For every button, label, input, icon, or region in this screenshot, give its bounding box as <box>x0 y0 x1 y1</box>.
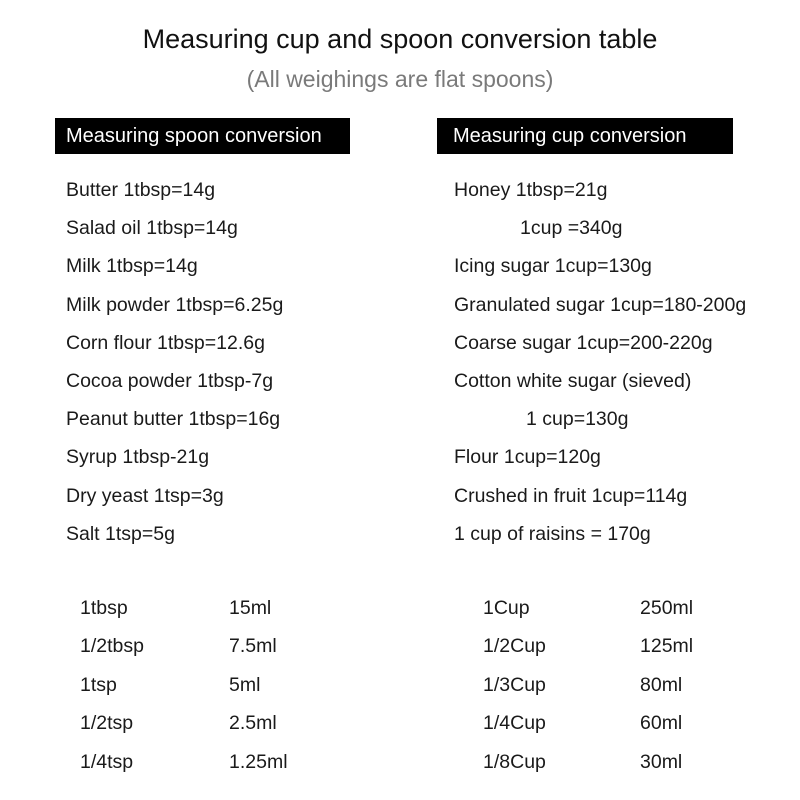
list-item: Honey 1tbsp=21g <box>454 179 608 201</box>
list-item: Milk powder 1tbsp=6.25g <box>66 293 284 316</box>
cup-conversion-list <box>454 171 746 553</box>
volume-unit: 1/2tbsp <box>80 635 144 658</box>
list-item: 1 cup of raisins = 170g <box>454 522 651 545</box>
list-item: Milk 1tbsp=14g <box>66 255 198 278</box>
volume-unit: 1/3Cup <box>483 673 546 696</box>
list-item: Syrup 1tbsp-21g <box>66 446 210 469</box>
list-item: Corn flour 1tbsp=12.6g <box>66 331 265 354</box>
volume-amount: 1.25ml <box>229 750 288 773</box>
list-item: Peanut butter 1tbsp=16g <box>66 408 281 431</box>
volume-amount: 60ml <box>640 712 683 735</box>
volume-amount: 80ml <box>640 673 683 696</box>
list-item: Coarse sugar 1cup=200-220g <box>454 331 713 354</box>
list-item: Crushed in fruit 1cup=114g <box>454 484 688 507</box>
list-item: Cocoa powder 1tbsp-7g <box>66 369 274 392</box>
page-subtitle: (All weighings are flat spoons) <box>246 66 554 92</box>
list-item: Salad oil 1tbsp=14g <box>66 217 238 240</box>
volume-unit: 1tbsp <box>80 597 128 619</box>
volume-unit: 1tsp <box>80 673 117 696</box>
list-item: Butter 1tbsp=14g <box>66 179 216 201</box>
list-item: Granulated sugar 1cup=180-200g <box>454 293 747 316</box>
volume-amount: 125ml <box>640 635 694 658</box>
volume-amount: 2.5ml <box>229 712 277 735</box>
volume-unit: 1/4tsp <box>80 750 134 773</box>
list-item: Salt 1tsp=5g <box>66 522 175 545</box>
spoon-section-heading: Measuring spoon conversion <box>55 118 350 154</box>
list-item: Flour 1cup=120g <box>454 446 601 469</box>
volume-unit: 1/2Cup <box>483 635 546 658</box>
cup-section-heading: Measuring cup conversion <box>437 118 733 154</box>
volume-unit: 1/8Cup <box>483 750 546 773</box>
volume-amount: 15ml <box>229 597 272 619</box>
list-item: Icing sugar 1cup=130g <box>454 255 652 278</box>
list-item: 1 cup=130g <box>526 408 629 431</box>
list-item: Cotton white sugar (sieved) <box>454 369 692 392</box>
volume-unit: 1/2tsp <box>80 712 134 735</box>
page-title: Measuring cup and spoon conversion table <box>142 24 658 54</box>
list-item: Dry yeast 1tsp=3g <box>66 484 224 507</box>
volume-unit: 1/4Cup <box>483 712 546 735</box>
volume-amount: 250ml <box>640 597 694 619</box>
volume-unit: 1Cup <box>483 597 530 619</box>
list-item: 1cup =340g <box>520 217 623 240</box>
volume-amount: 7.5ml <box>229 635 277 658</box>
volume-amount: 30ml <box>640 750 683 773</box>
spoon-conversion-list <box>66 171 283 553</box>
volume-amount: 5ml <box>229 673 261 696</box>
